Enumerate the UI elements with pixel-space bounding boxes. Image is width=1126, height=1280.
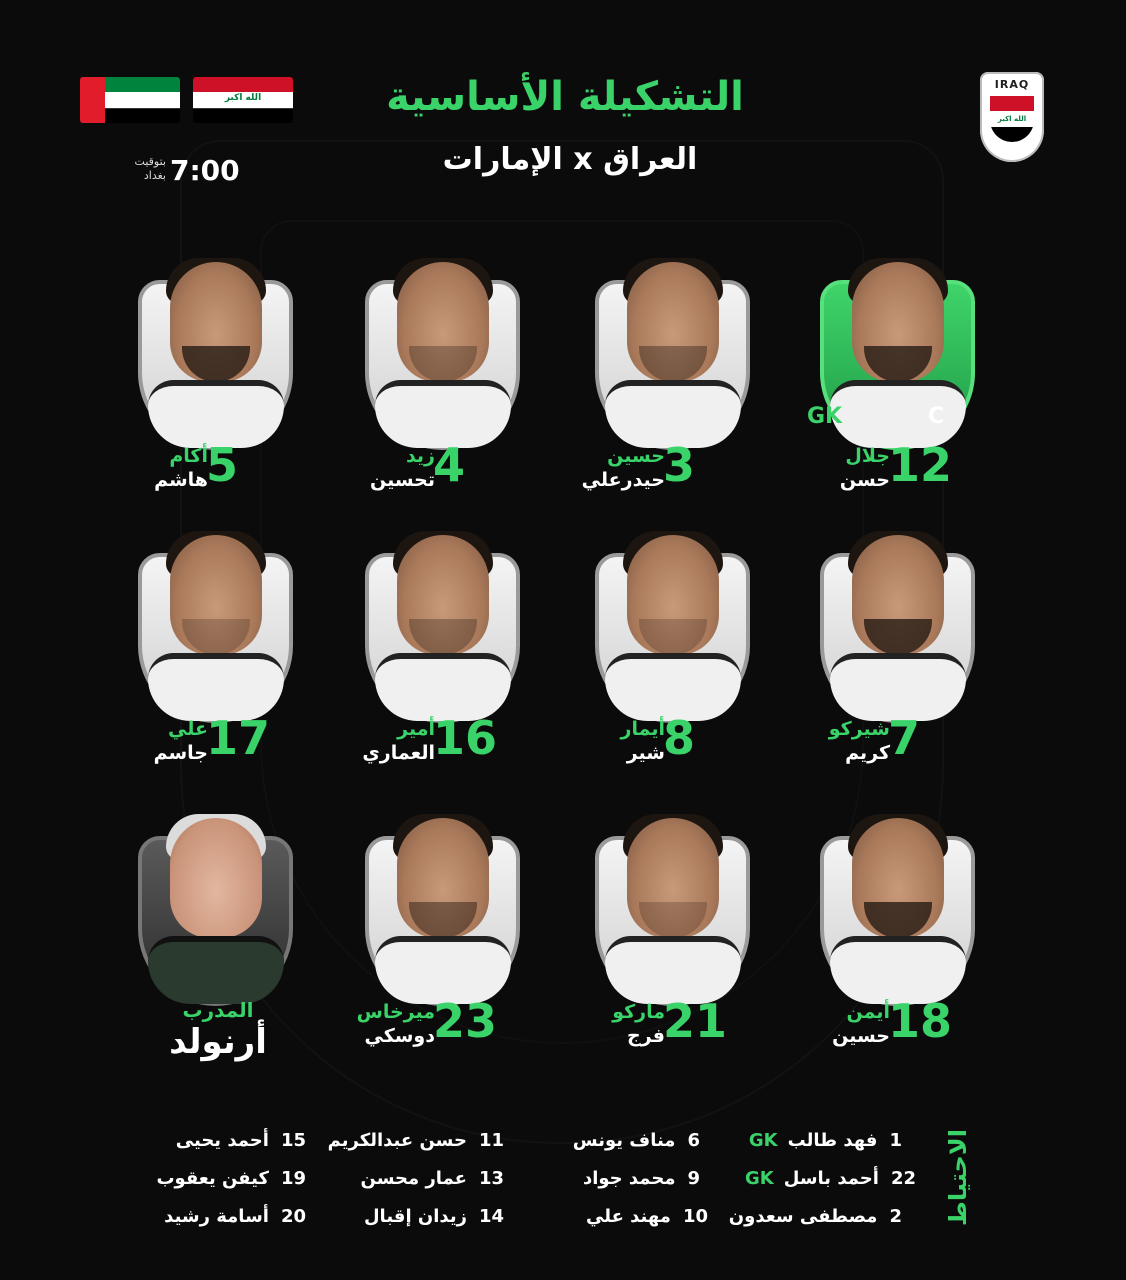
player-last-name: جاسم [153, 742, 208, 764]
iraq-crest-logo: IRAQ الله اكبر [980, 72, 1044, 162]
player-first-name: زيد [405, 445, 435, 467]
player-first-name: أكام [169, 445, 208, 467]
player-card-4 [345, 262, 545, 502]
player-first-name: شيركو [828, 718, 890, 740]
player-card-5 [118, 262, 318, 502]
player-card-3 [575, 262, 775, 502]
uae-flag-icon [80, 77, 180, 123]
sub-item: 13عمار محسن [360, 1168, 504, 1189]
player-number: 7 [888, 711, 921, 765]
iraq-flag-icon [193, 77, 293, 123]
player-last-name: فرج [627, 1025, 665, 1047]
sub-item: 19كيفن يعقوب [156, 1168, 306, 1189]
coach-role: المدرب [182, 998, 254, 1022]
sub-item: 10مهند علي [586, 1206, 708, 1227]
player-number: 3 [663, 438, 696, 492]
player-number: 8 [663, 711, 696, 765]
sub-item: 9محمد جواد [582, 1168, 700, 1189]
flag-script: الله اكبر [224, 93, 262, 103]
player-number: 4 [433, 438, 466, 492]
sub-item: 20أسامة رشيد [164, 1206, 306, 1227]
player-number: 21 [663, 994, 728, 1048]
crest-label: IRAQ [994, 78, 1030, 91]
coach-card [118, 818, 318, 1062]
player-card-21 [575, 818, 775, 1058]
player-number: 18 [888, 994, 953, 1048]
goalkeeper-badge: GK [807, 404, 843, 429]
player-first-name: ماركو [612, 1001, 665, 1023]
page-title: التشكيلة الأساسية [386, 74, 744, 120]
player-first-name: ميرخاس [356, 1001, 435, 1023]
player-last-name: حسين [832, 1025, 890, 1047]
sub-item: 11حسن عبدالكريم [327, 1130, 504, 1151]
player-card-7 [800, 535, 1000, 775]
sub-item: 15أحمد يحيى [175, 1130, 306, 1151]
player-last-name: حيدرعلي [581, 469, 665, 491]
sub-item: 22أحمد باسلGK [745, 1168, 916, 1189]
player-last-name: دوسكي [364, 1025, 435, 1047]
sub-item: 6مناف يونس [572, 1130, 700, 1151]
match-subtitle: العراق x الإمارات [442, 142, 698, 177]
captain-badge: C [928, 404, 945, 429]
coach-name: أرنولد [169, 1022, 267, 1062]
match-time: 7:00 [170, 154, 240, 187]
coach-photo [170, 818, 262, 938]
player-card-16 [345, 535, 545, 775]
player-number: 5 [206, 438, 239, 492]
sub-item: 14زيدان إقبال [363, 1206, 504, 1227]
player-number: 12 [888, 438, 953, 492]
player-first-name: علي [168, 718, 208, 740]
sub-item: 1فهد طالبGK [748, 1130, 902, 1151]
substitutes-label: الاحتياط [944, 1129, 972, 1227]
player-card-8 [575, 535, 775, 775]
player-last-name: حسن [839, 469, 890, 491]
player-number: 23 [433, 994, 498, 1048]
player-card-12 [800, 262, 1000, 502]
sub-item: 2مصطفى سعدون [728, 1206, 902, 1227]
player-first-name: جلال [845, 445, 890, 467]
player-last-name: شير [626, 742, 665, 764]
player-number: 17 [206, 711, 271, 765]
player-card-18 [800, 818, 1000, 1058]
player-last-name: هاشم [154, 469, 208, 491]
player-first-name: أمير [397, 718, 435, 740]
player-card-23 [345, 818, 545, 1058]
player-card-17 [118, 535, 318, 775]
player-number: 16 [433, 711, 498, 765]
player-last-name: كريم [845, 742, 890, 764]
player-first-name: أيمار [620, 718, 665, 740]
player-first-name: حسين [607, 445, 665, 467]
player-last-name: العماري [362, 742, 435, 764]
player-last-name: تحسين [369, 469, 435, 491]
player-first-name: أيمن [846, 1001, 890, 1023]
time-zone-note: بتوقيت بغداد [134, 155, 166, 182]
